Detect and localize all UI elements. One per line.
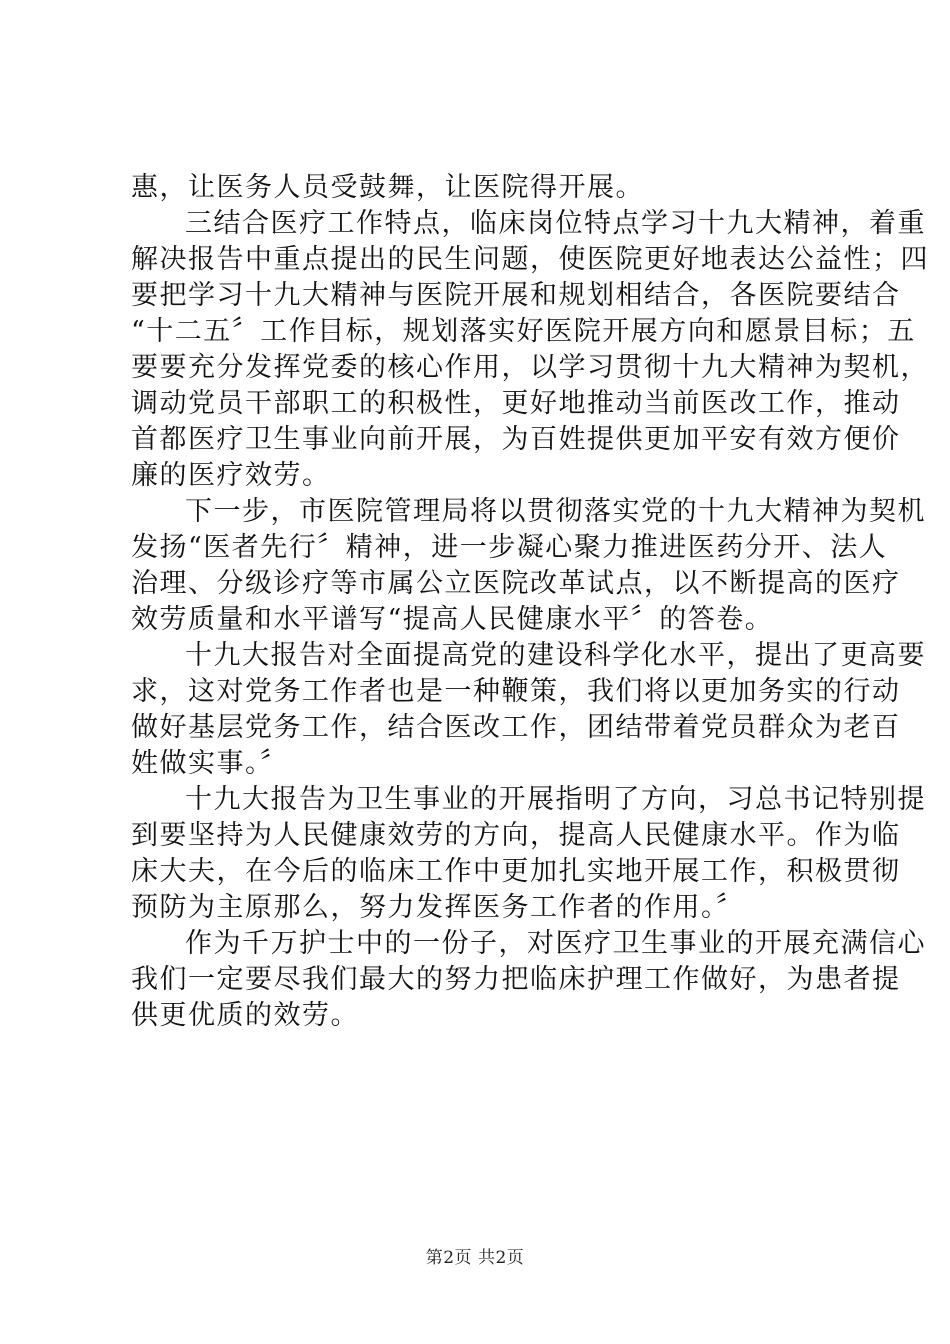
text-line: 要要充分发挥党委的核心作用，以学习贯彻十九大精神为契机， <box>131 352 929 383</box>
text-line: 治理、分级诊疗等市属公立医院改革试点，以不断提高的医疗 <box>131 568 901 599</box>
text-line: 首都医疗卫生事业向前开展，为百姓提供更加平安有效方便价 <box>131 424 901 455</box>
page-footer <box>0 1243 950 1268</box>
text-line: 做好基层党务工作，结合医改工作，团结带着党员群众为老百 <box>131 712 901 743</box>
text-line: 调动党员干部职工的积极性，更好地推动当前医改工作，推动 <box>131 388 901 419</box>
text-line: 十九大报告为卫生事业的开展指明了方向，习总书记特别提 <box>185 784 926 815</box>
text-line: 解决报告中重点提出的民生问题，使医院更好地表达公益性；四 <box>131 244 929 275</box>
page-number: 第2页 共2页 <box>425 1248 525 1268</box>
text-line: 三结合医疗工作特点，临床岗位特点学习十九大精神，着重 <box>185 208 926 239</box>
text-line: 到要坚持为人民健康效劳的方向，提高人民健康水平。作为临 <box>131 820 901 851</box>
text-line: “十二五〞工作目标，规划落实好医院开展方向和愿景目标；五 <box>131 316 916 347</box>
text-line: 我们一定要尽我们最大的努力把临床护理工作做好，为患者提 <box>131 964 901 995</box>
text-line: 效劳质量和水平谱写“提高人民健康水平〞的答卷。 <box>131 604 774 635</box>
text-line: 发扬“医者先行〞精神，进一步凝心聚力推进医药分开、法人 <box>131 532 888 563</box>
text-line: 预防为主原那么，努力发挥医务工作者的作用。〞 <box>131 892 745 923</box>
document-body <box>131 170 929 1034</box>
text-line: 下一步，市医院管理局将以贯彻落实党的十九大精神为契机 <box>185 496 926 527</box>
text-line: 床大夫，在今后的临床工作中更加扎实地开展工作，积极贯彻 <box>131 856 901 887</box>
text-line: 作为千万护士中的一份子，对医疗卫生事业的开展充满信心 <box>185 928 926 959</box>
text-line: 惠，让医务人员受鼓舞，让医院得开展。 <box>131 172 644 203</box>
text-line: 求，这对党务工作者也是一种鞭策，我们将以更加务实的行动 <box>131 676 901 707</box>
text-line: 供更优质的效劳。 <box>131 1000 359 1031</box>
text-line: 廉的医疗效劳。 <box>131 460 331 491</box>
text-line: 十九大报告对全面提高党的建设科学化水平，提出了更高要 <box>185 640 926 671</box>
text-line: 要把学习十九大精神与医院开展和规划相结合，各医院要结合 <box>131 280 901 311</box>
text-line: 姓做实事。〞 <box>131 748 289 779</box>
